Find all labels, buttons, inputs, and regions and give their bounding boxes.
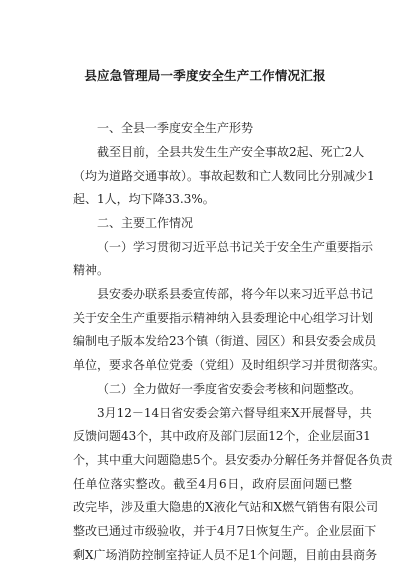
paragraph-line: 起、1人，均下降33.3%。 <box>73 192 215 206</box>
paragraph-line: 单位，要求各单位党委（党组）及时组织学习并贯彻落实。 <box>73 358 386 372</box>
paragraph-line: 3月12－14日省安委会第六督导组来X开展督导，共 <box>97 406 372 420</box>
paragraph-line: 反馈问题43个，其中政府及部门层面12个，企业层面31 <box>73 429 371 443</box>
paragraph-line: 县安委办联系县委宣传部，将今年以来习近平总书记 <box>97 287 374 301</box>
paragraph-line: 精神。 <box>73 263 110 277</box>
paragraph-line: 任单位落实整改。截至4月6日，政府层面问题已整 <box>73 477 352 491</box>
section-heading-2: 二、主要工作情况 <box>97 216 194 230</box>
document-title: 县应急管理局一季度安全生产工作情况汇报 <box>84 68 326 83</box>
section-heading-1: 一、全县一季度安全生产形势 <box>97 121 254 135</box>
subsection-heading-1: （一）学习贯彻习近平总书记关于安全生产重要指示 <box>97 240 374 254</box>
subsection-heading-2: （二）全力做好一季度省安委会考核和问题整改。 <box>97 382 362 396</box>
paragraph-line: 改完毕，涉及重大隐患的X液化气站和X燃气销售有限公司 <box>73 500 379 514</box>
paragraph-line: 截至目前，全县共发生生产安全事故2起、死亡2人 <box>97 145 365 159</box>
paragraph-line: 编制电子版本发给23个镇（街道、园区）和县安委会成员 <box>73 334 377 348</box>
paragraph-line: 剩X广场消防控制室持证人员不足1个问题，目前由县商务 <box>73 548 378 562</box>
paragraph-line: 关于安全生产重要指示精神纳入县委理论中心组学习计划 <box>73 311 374 325</box>
paragraph-line: （均为道路交通事故）。事故起数和亡人数同比分别减少1 <box>73 169 375 183</box>
paragraph-line: 个，其中重大问题隐患5个。县安委办分解任务并督促各负责 <box>73 453 393 467</box>
paragraph-line: 整改已通过市级验收，并于4月7日恢复生产。企业层面下 <box>73 524 377 538</box>
